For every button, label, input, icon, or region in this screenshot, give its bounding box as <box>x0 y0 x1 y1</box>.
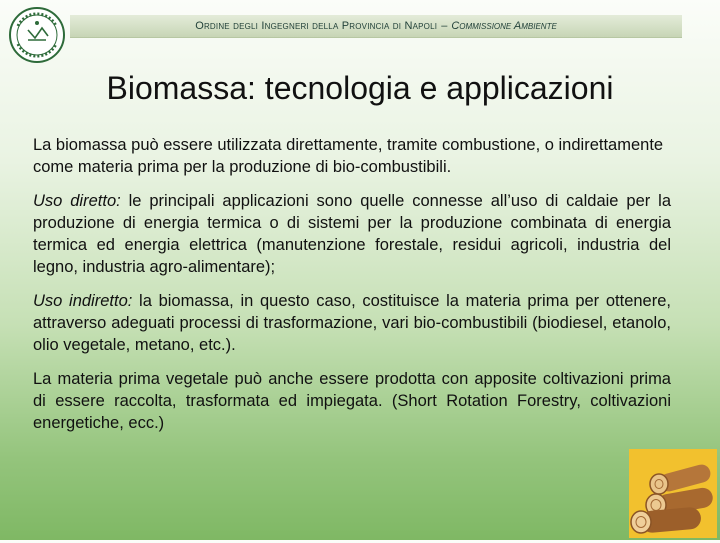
conclusion-paragraph: La materia prima vegetale può anche essere prodotta con apposite coltivazioni prima di essere raccolta, trasformata ed impiegata. (Short Rotation Forestry, coltivazioni energetiche, ecc.) <box>33 370 671 432</box>
indirect-use-text: la biomassa, in questo caso, costituisce la materia prima per ottenere, attraverso adeguati processi di trasformazione, vari bio-combustibili (biodiesel, etanolo, olio vegetale, metano, etc.). <box>33 292 671 354</box>
indirect-use-paragraph <box>33 290 671 356</box>
header-separator: – <box>441 20 448 32</box>
header-commission: Commissione Ambiente <box>451 20 557 32</box>
slide-header <box>70 15 682 38</box>
intro-paragraph: La biomassa può essere utilizzata direttamente, tramite combustione, o indirettamente come materia prima per la produzione di bio-combustibili. <box>33 136 664 176</box>
slide-body <box>33 134 671 446</box>
header-organization: Ordine degli Ingegneri della Provincia di Napoli <box>195 20 438 32</box>
engineers-order-seal-icon <box>8 6 66 64</box>
page-title: Biomassa: tecnologia e applicazioni <box>106 70 614 106</box>
direct-use-label: Uso diretto: <box>33 192 121 210</box>
direct-use-paragraph <box>33 190 671 278</box>
indirect-use-label: Uso indiretto: <box>33 292 133 310</box>
direct-use-text: le principali applicazioni sono quelle connesse all’uso di caldaie per la produzione di energia termica o di sistemi per la produzione combinata di energia termica ed energia elettrica (manutenzione forestale, residui agricoli, industria del legno, industria agro-alimentare); <box>33 192 671 276</box>
wood-logs-icon <box>629 449 717 538</box>
